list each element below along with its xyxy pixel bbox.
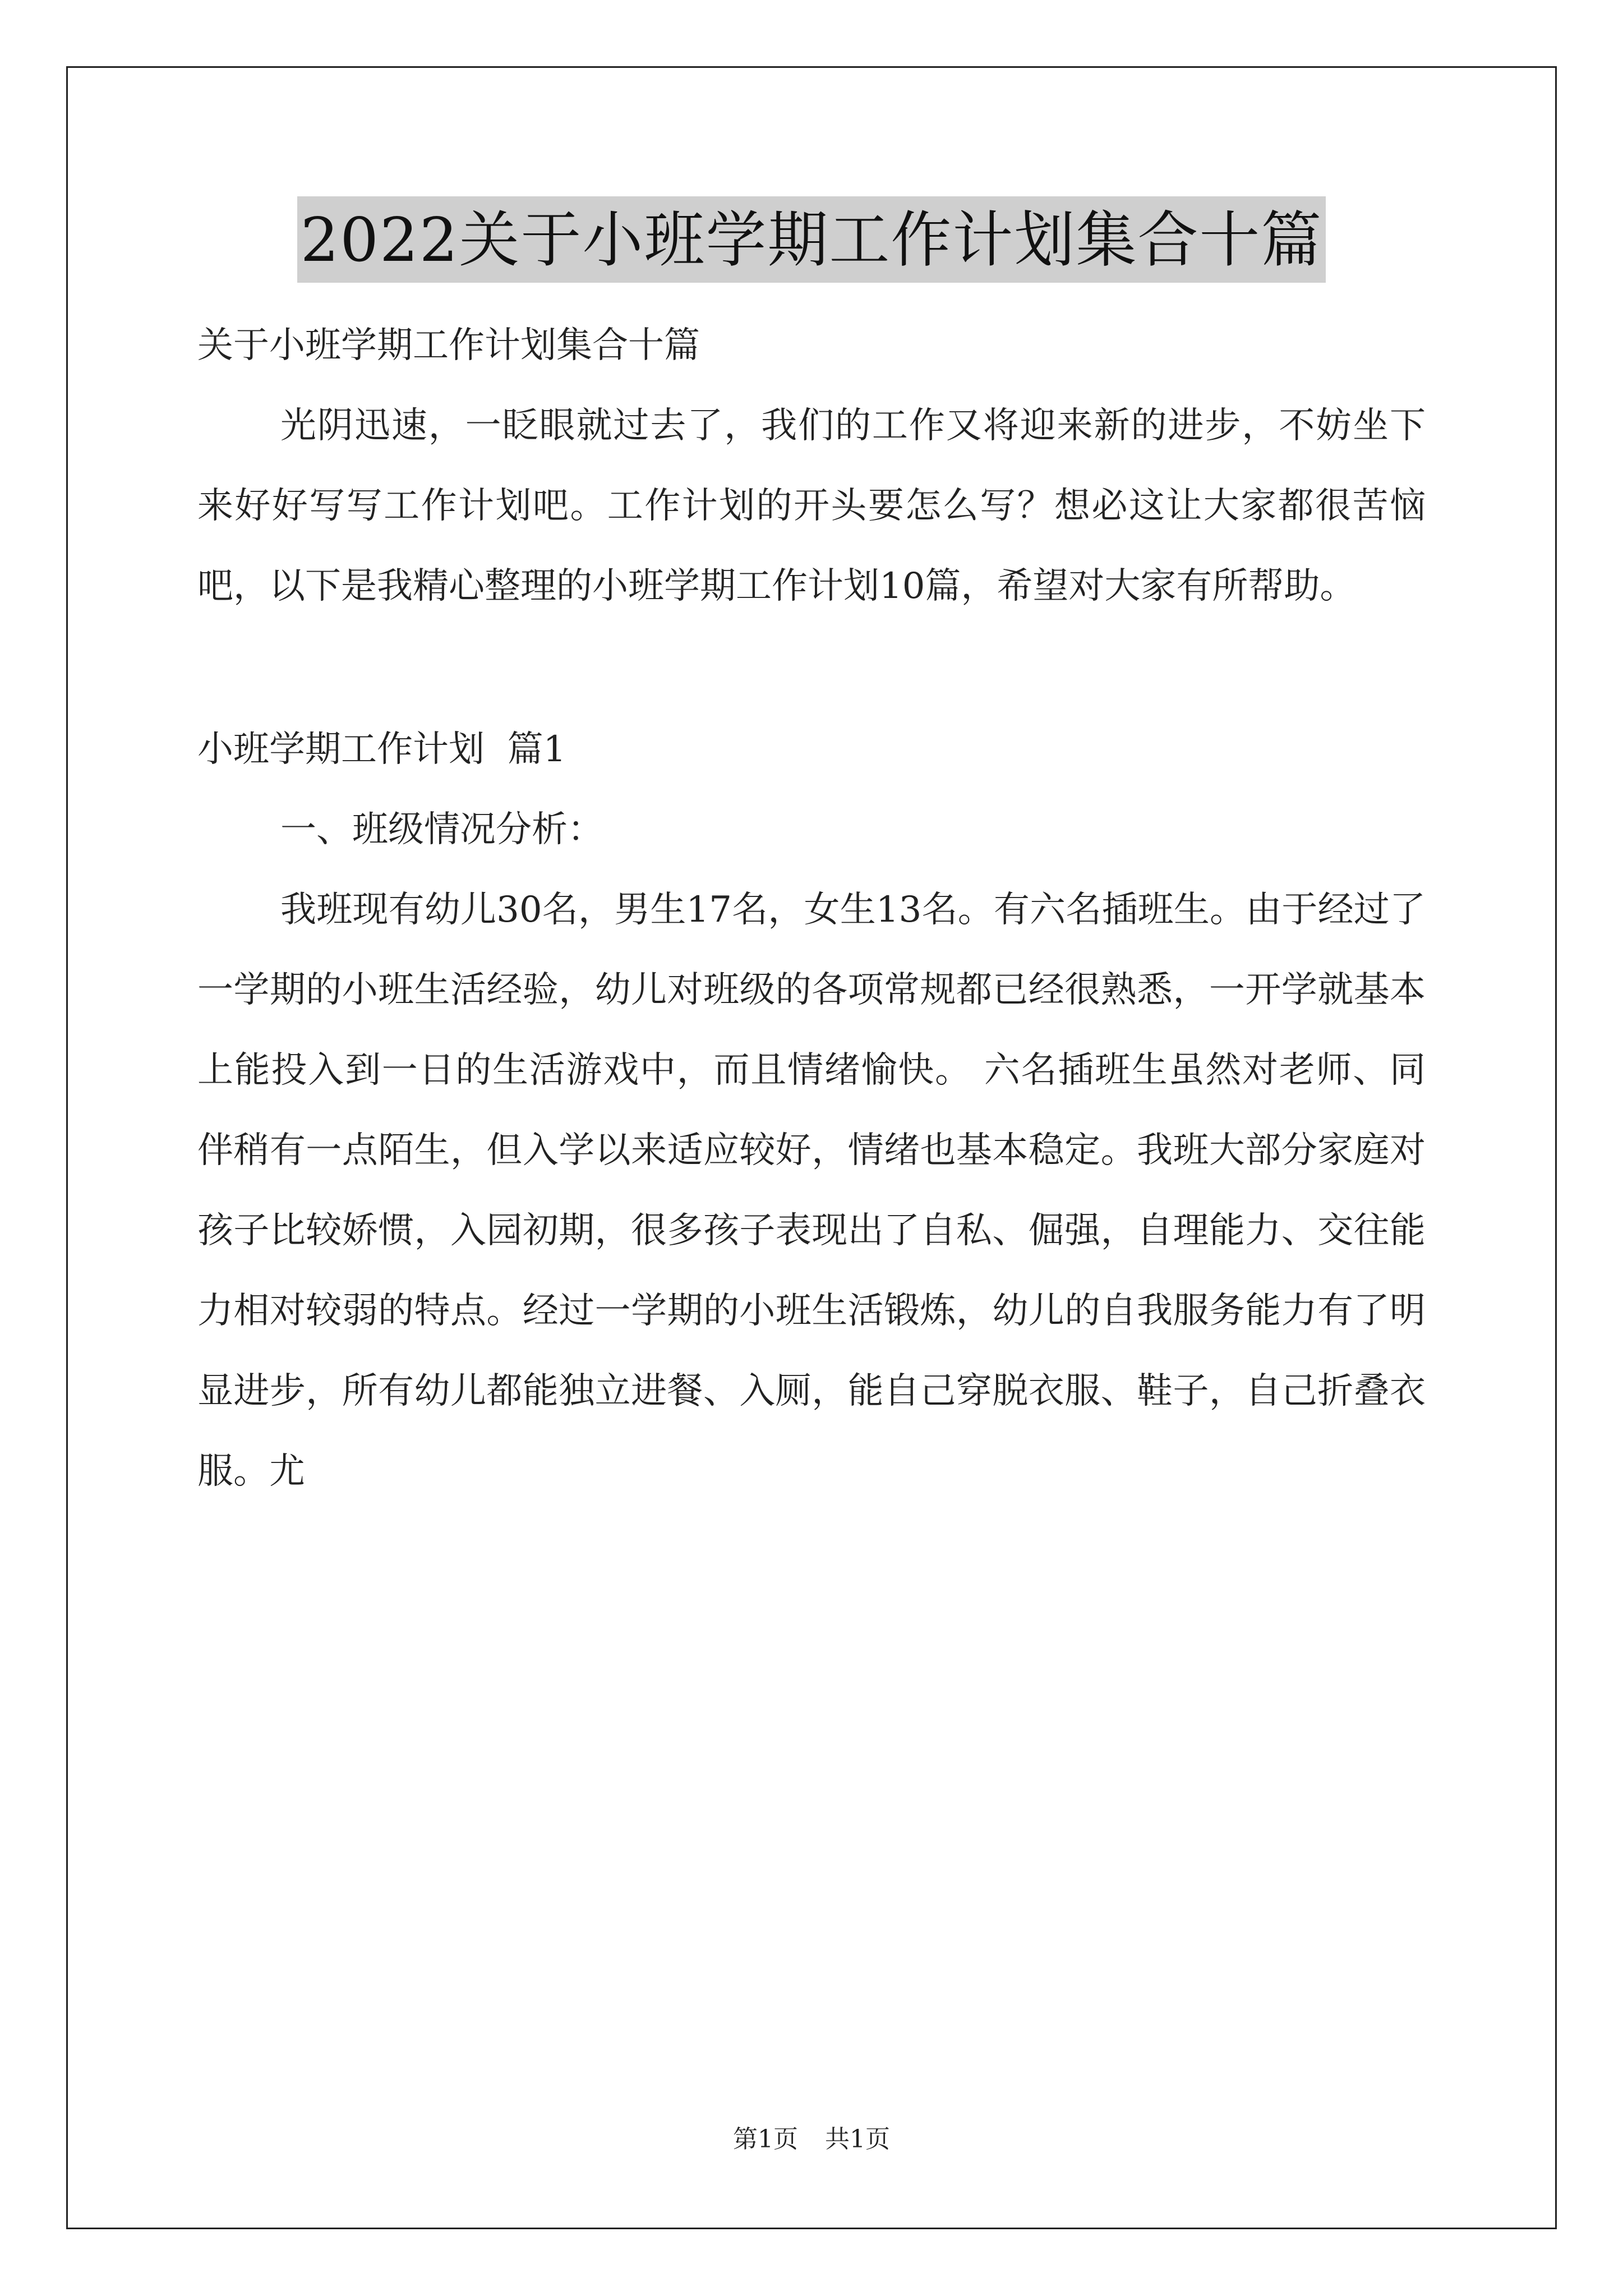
body-paragraph: 我班现有幼儿30名，男生17名，女生13名。有六名插班生。由于经过了一学期的小班生活经验，幼儿对班级的各项常规都已经很熟悉，一开学就基本上能投入到一日的生活游戏中，而且情绪愉快。 六名插班生虽然对老师、同伴稍有一点陌生，但入学以来适应较好，情绪也基本稳定。我班大部分家庭对孩子比较娇惯，入园初期，很多孩子表现出了自私、倔强，自理能力、交往能力相对较弱的特点。经过一学期的小班生活锻炼，幼儿的自我服务能力有了明显进步，所有幼儿都能独立进餐、入厕，能自己穿脱衣服、鞋子，自己折叠衣服。尤 [197,889,1426,1492]
section-heading: 小班学期工作计划 篇1 [197,729,566,770]
intro-paragraph: 光阴迅速，一眨眼就过去了，我们的工作又将迎来新的进步，不妨坐下来好好写写工作计划吧。工作计划的开头要怎么写？想必这让大家都很苦恼吧，以下是我精心整理的小班学期工作计划10篇，希望对大家有所帮助。 [197,405,1426,607]
page-total: 共1页 [825,2125,890,2154]
document-title: 2022关于小班学期工作计划集合十篇 [297,196,1326,283]
page-footer [0,2119,1623,2155]
title-container [0,196,1623,283]
page-number: 第1页 [733,2125,798,2154]
document-subtitle: 关于小班学期工作计划集合十篇 [197,325,700,366]
subsection-heading: 一、班级情况分析： [280,809,603,850]
document-body [197,306,1426,1512]
section-gap [197,627,1426,710]
